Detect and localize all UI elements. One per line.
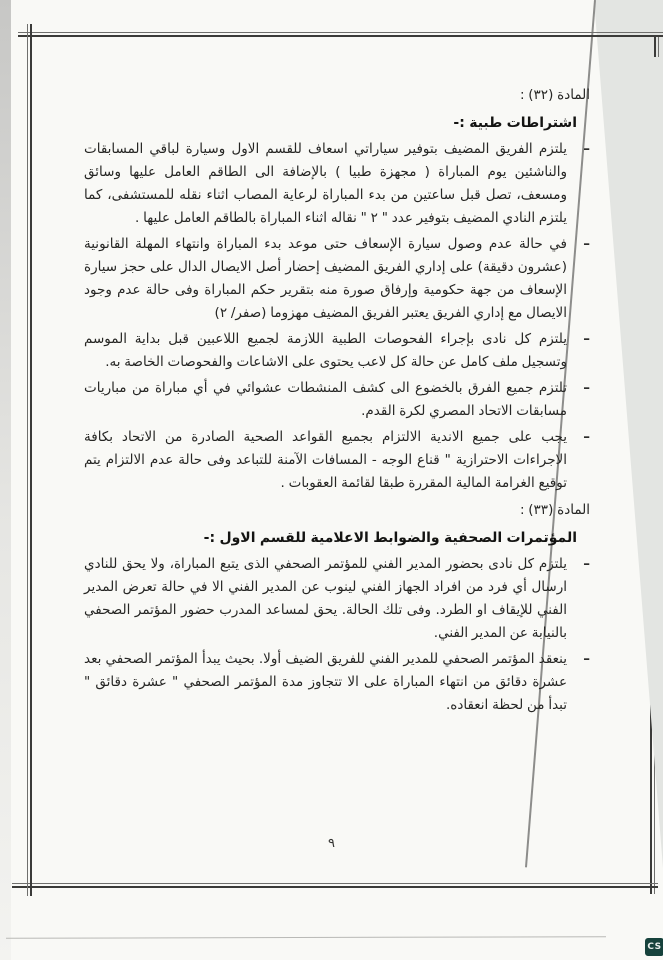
bullet-text: يجب على جميع الاندية الالتزام بجميع القواعد الصحية الصادرة من الاتحاد بكافة الاجراءات الاحترازية " قناع الوجه - المسافات الآمنة للتباعد وفى حالة عدم الالتزام يتم توقيع الغرامة المالية المقررة طبقا لقائمة العقوبات .	[84, 429, 567, 491]
frame-border-right-top	[654, 37, 659, 57]
dash-bullet-icon: –	[583, 331, 590, 347]
article-33-title: المادة (٣٣) :	[519, 502, 590, 518]
list-item	[84, 426, 590, 495]
bullet-text: يلتزم كل نادى بحضور المدير الفني للمؤتمر الصحفي الذى يتبع المباراة، ولا يحق للنادي ارسال أي فرد من افراد الجهاز الفني لينوب عن المدير الفني الا في حالة تعرض المدير الفني للإيقاف او الطرد. وفى تلك الحالة. يحق لمساعد المدرب حضور المؤتمر الصحفي بالنيابة عن المدير الفني.	[84, 556, 567, 641]
paper-bottom-edge	[6, 936, 606, 939]
article-33-heading: المؤتمرات الصحفية والضوابط الاعلامية للقسم الاول :-	[203, 530, 577, 546]
list-item	[84, 233, 590, 325]
bullet-text: ينعقد المؤتمر الصحفي للمدير الفني للفريق الضيف أولا. بحيث يبدأ المؤتمر الصحفي بعد عشرة دقائق من انتهاء المباراة على الا تتجاوز مدة المؤتمر الصحفي " عشرة دقائق " تبدأ من لحظة انعقاده.	[84, 651, 567, 713]
scan-right-shadow	[594, 0, 663, 868]
page-number: ٩	[328, 836, 335, 851]
list-item	[84, 553, 590, 645]
list-item	[84, 138, 590, 230]
dash-bullet-icon: –	[583, 380, 590, 396]
dash-bullet-icon: –	[583, 236, 590, 252]
frame-border-left	[27, 24, 32, 896]
article-32-title: المادة (٣٢) :	[519, 87, 590, 103]
frame-border-top	[18, 32, 663, 37]
frame-border-bottom	[12, 883, 658, 888]
dash-bullet-icon: –	[583, 429, 590, 445]
document-body	[84, 84, 590, 720]
scan-left-shadow	[0, 0, 11, 960]
scanner-watermark-icon: CS	[645, 938, 663, 956]
article-32-heading: اشتراطات طبية :-	[453, 115, 577, 131]
dash-bullet-icon: –	[583, 141, 590, 157]
bullet-text: في حالة عدم وصول سيارة الإسعاف حتى موعد بدء المباراة وانتهاء المهلة القانونية (عشرون دقيقة) على إداري الفريق المضيف إحضار أصل الايصال الدال على حجز سيارة الإسعاف من جهة حكومية وإرفاق صورة منه بتقرير حكم المباراة وفى حالة عدم وجود الايصال مع إداري الفريق يعتبر الفريق المضيف مهزوما (صفر/ ٢)	[84, 236, 567, 321]
list-item	[84, 328, 590, 374]
dash-bullet-icon: –	[583, 651, 590, 667]
bullet-text: تلتزم جميع الفرق بالخضوع الى كشف المنشطات عشوائي في أي مباراة من مباريات مسابقات الاتحاد المصري لكرة القدم.	[84, 380, 567, 419]
bullet-text: يلتزم كل نادى بإجراء الفحوصات الطبية اللازمة لجميع اللاعبين قبل بداية الموسم وتسجيل ملف كامل عن حالة كل لاعب يحتوى على الاشاعات والفحوصات الخاصة به.	[84, 331, 567, 370]
dash-bullet-icon: –	[583, 556, 590, 572]
list-item	[84, 377, 590, 423]
bullet-text: يلتزم الفريق المضيف بتوفير سياراتي اسعاف للقسم الاول وسيارة لباقي المسابقات والناشئين يوم المباراة ( مجهزة طبيا ) بالإضافة الى الطاقم العامل عليها وسائق ومسعف، تصل قبل ساعتين من بدء المباراة لرعاية المصاب اثناء نقله للمستشفى، كما يلتزم النادي المضيف بتوفير عدد " ٢ " نقاله اثناء المباراة بالطاقم العامل عليها .	[84, 141, 567, 226]
list-item	[84, 648, 590, 717]
